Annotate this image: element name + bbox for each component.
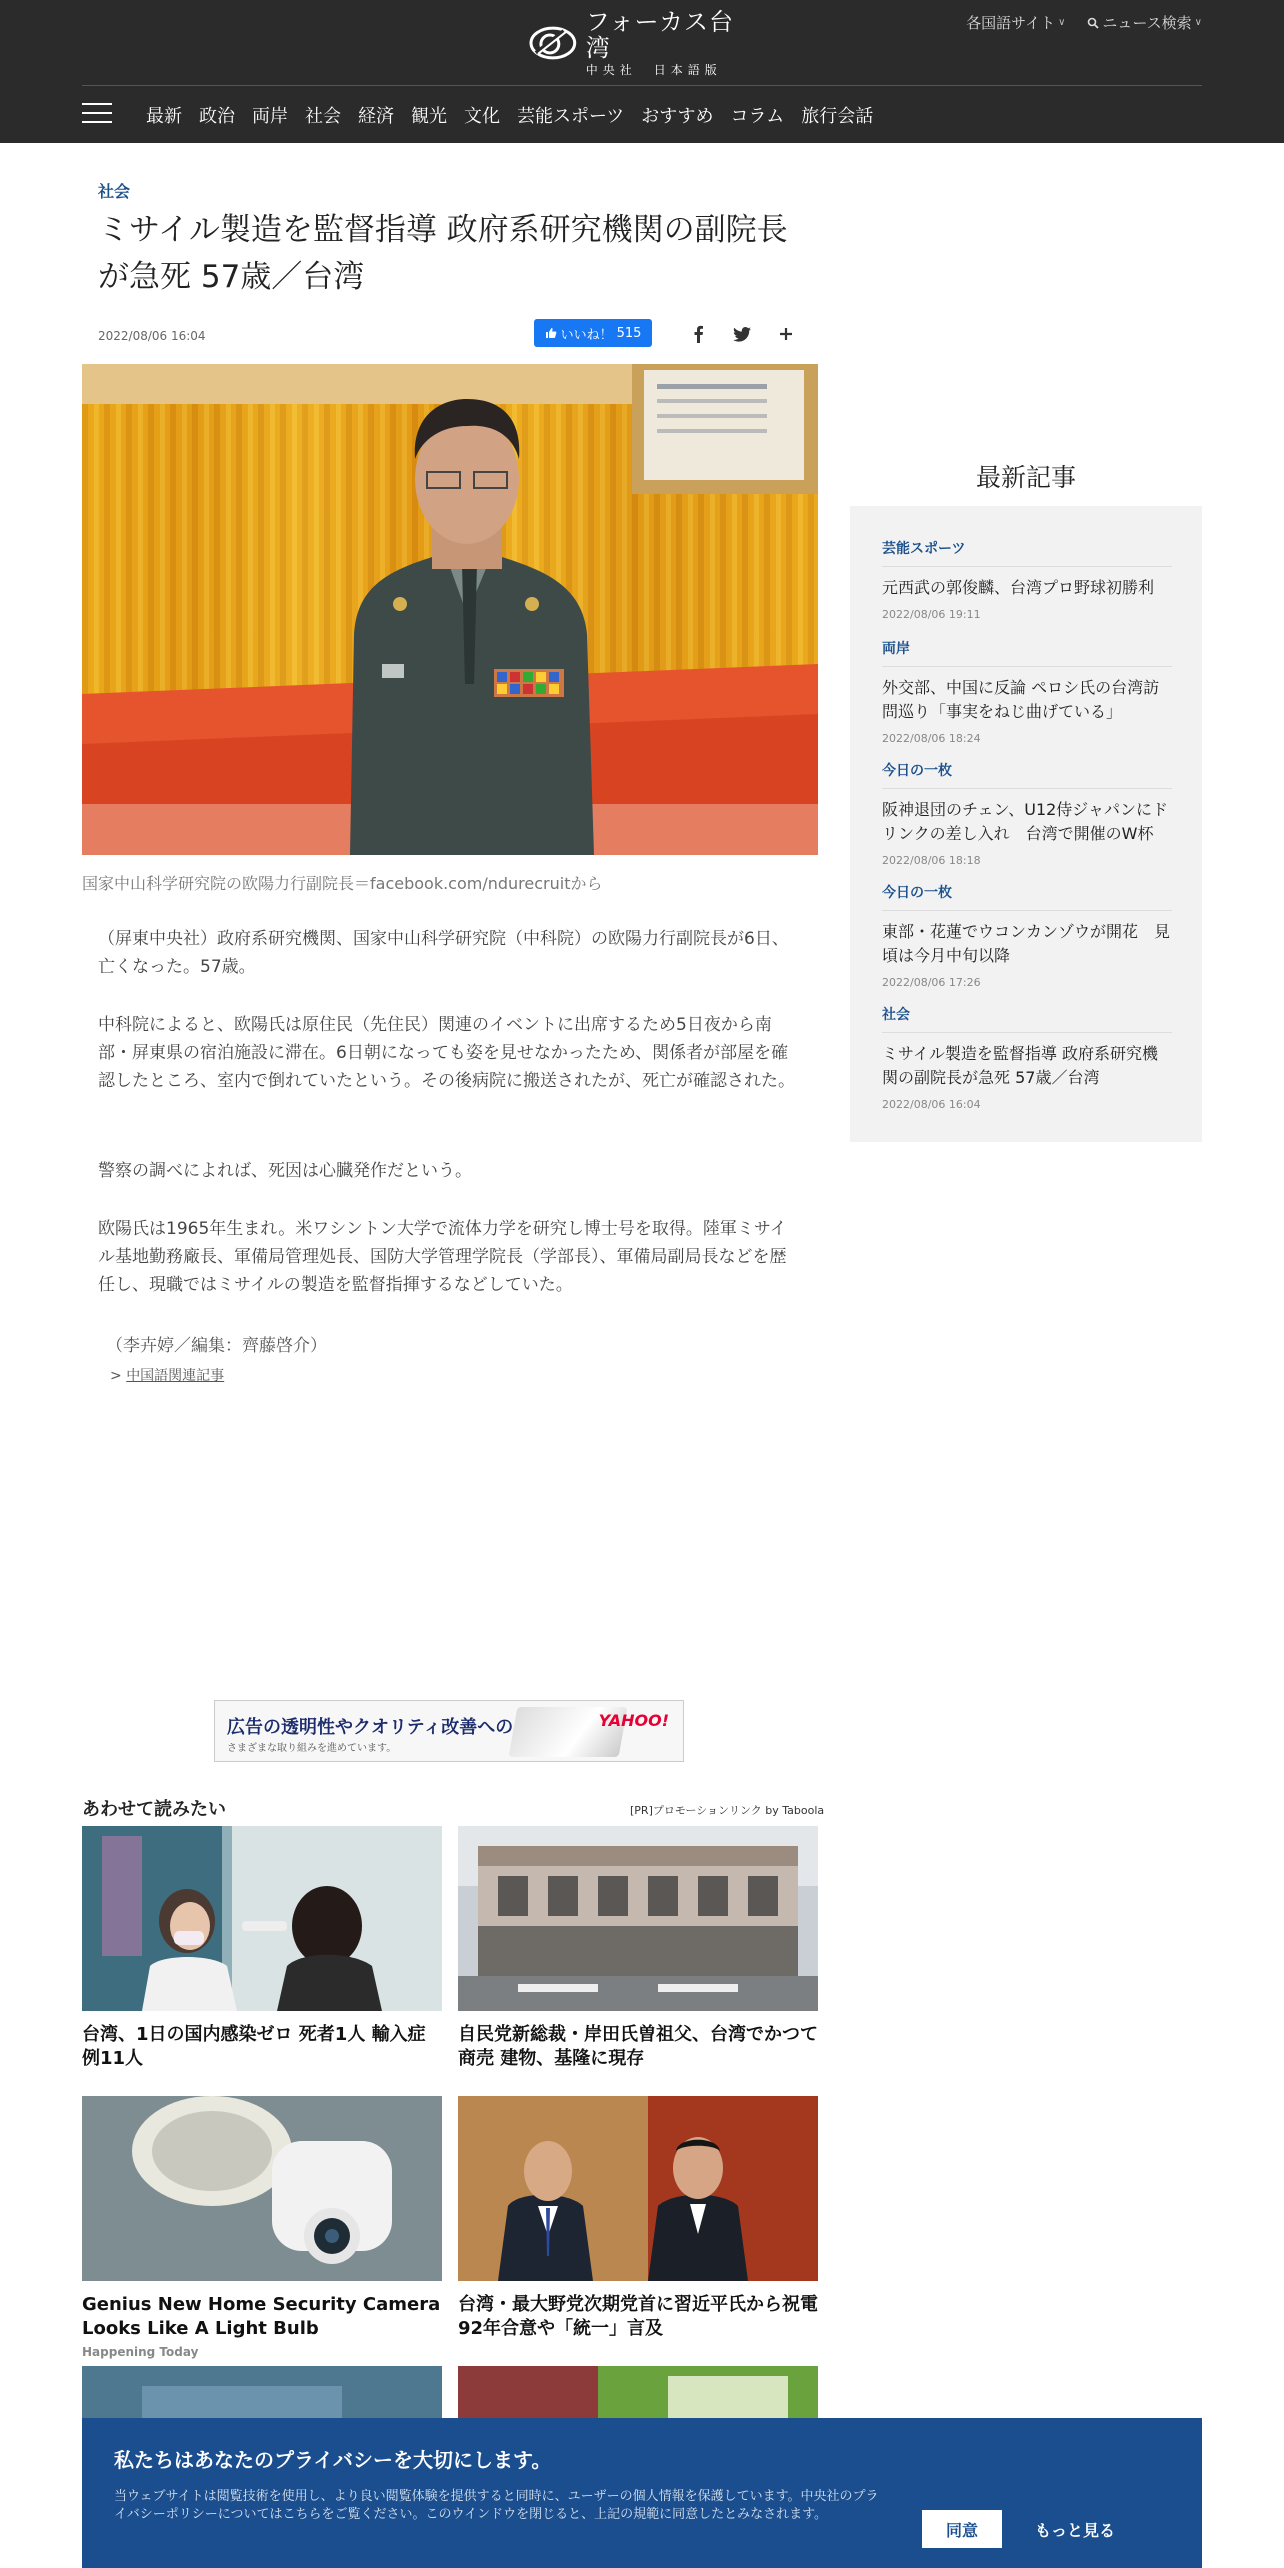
nav-travel-phrases[interactable]: 旅行会話 bbox=[801, 106, 874, 127]
chevron-down-icon: ∨ bbox=[1058, 17, 1066, 28]
privacy-banner bbox=[82, 2418, 1202, 2568]
menu-icon[interactable] bbox=[82, 103, 112, 125]
sidebar-item-headline[interactable]: 東部・花蓮でウコンカンゾウが開花 見頃は今月中旬以降 bbox=[882, 922, 1171, 965]
article-title: ミサイル製造を監督指導 政府系研究機関の副院長が急死 57歳／台湾 bbox=[98, 212, 788, 295]
article-paragraph: （屏東中央社）政府系研究機関、国家中山科学研究院（中科院）の欧陽力行副院長が6日、亡くなった。57歳。 bbox=[98, 929, 789, 977]
recommend-card-title: 自民党新総裁・岸田氏曽祖父、台湾でかつて商売 建物、基隆に現存 bbox=[458, 2024, 818, 2069]
nav-column[interactable]: コラム bbox=[730, 106, 785, 127]
plus-share-icon[interactable] bbox=[772, 320, 800, 348]
recommend-card[interactable] bbox=[458, 2096, 818, 2341]
taboola-promo-label[interactable]: [PR]プロモーションリンク by Taboola bbox=[630, 1804, 825, 1817]
language-sites-link[interactable]: 各国語サイト ∨ bbox=[966, 14, 1066, 32]
sidebar-item-date: 2022/08/06 18:24 bbox=[882, 732, 981, 745]
ad-headline: 広告の透明性やクオリティ改善への bbox=[227, 1717, 514, 1738]
sidebar-item-date: 2022/08/06 17:26 bbox=[882, 976, 981, 989]
sidebar-item-headline[interactable]: 阪神退団のチェン、U12侍ジャパンにドリンクの差し入れ 台湾で開催のW杯 bbox=[882, 800, 1168, 843]
nav-latest[interactable]: 最新 bbox=[146, 106, 182, 127]
logo-title: フォーカス台湾 bbox=[585, 8, 735, 62]
article-hero-image bbox=[82, 364, 818, 855]
recommend-card[interactable] bbox=[458, 1826, 818, 2071]
nav-society[interactable]: 社会 bbox=[305, 106, 341, 127]
main-nav bbox=[146, 102, 890, 128]
recommend-card[interactable] bbox=[82, 2096, 442, 2359]
sidebar-item-category[interactable]: 芸能スポーツ bbox=[882, 538, 1172, 567]
sidebar-item-category[interactable]: 社会 bbox=[882, 1004, 1172, 1033]
image-caption: 国家中山科学研究院の欧陽力行副院長＝facebook.com/ndurecruitから bbox=[82, 874, 603, 893]
header-divider bbox=[82, 85, 1202, 86]
sidebar-item-headline[interactable]: 外交部、中国に反論 ペロシ氏の台湾訪問巡り「事実をねじ曲げている」 bbox=[882, 678, 1160, 721]
privacy-body: 当ウェブサイトは閲覧技術を使用し、より良い閲覧体験を提供すると同時に、ユーザーの個人情報を保護しています。中央社のプライバシーポリシーについてはこちらをご覧ください。このウインドウを閉じると、上記の規範に同意したとみなされます。 bbox=[114, 2489, 879, 2522]
article-category[interactable]: 社会 bbox=[98, 182, 131, 201]
sidebar-item-date: 2022/08/06 16:04 bbox=[882, 1098, 981, 1111]
recommend-card-title: 台湾・最大野党次期党首に習近平氏から祝電 92年合意や「統一」言及 bbox=[458, 2294, 818, 2339]
chevron-down-icon: ∨ bbox=[1194, 17, 1202, 28]
ad-brand-logo: YAHOO! bbox=[598, 1711, 669, 1730]
article-paragraph: 中科院によると、欧陽氏は原住民（先住民）関連のイベントに出席するため5日夜から南部・屏東県の宿泊施設に滞在。6日朝になっても姿を見せなかったため、関係者が部屋を確認したところ、室内で倒れていたという。その後病院に搬送されたが、死亡が確認された。 bbox=[98, 1015, 795, 1091]
nav-economy[interactable]: 経済 bbox=[358, 106, 394, 127]
sidebar-item bbox=[882, 538, 1172, 621]
site-header bbox=[0, 0, 1284, 143]
sidebar-item bbox=[882, 760, 1172, 867]
article-paragraph: 欧陽氏は1965年生まれ。米ワシントン大学で流体力学を研究し博士号を取得。陸軍ミサイル基地勤務廠長、軍備局管理処長、国防大学管理学院長（学部長）、軍備局副局長などを歴任し、現職ではミサイルの製造を監督指揮するなどしていた。 bbox=[98, 1219, 787, 1295]
recommend-card[interactable] bbox=[82, 1826, 442, 2071]
search-icon bbox=[1087, 17, 1099, 29]
recommend-card-image bbox=[458, 1826, 818, 2011]
nav-recommended[interactable]: おすすめ bbox=[641, 106, 714, 127]
logo-mark-icon bbox=[528, 23, 578, 63]
site-logo[interactable] bbox=[528, 8, 758, 77]
latest-articles-sidebar bbox=[850, 506, 1202, 1142]
nav-entertainment-sports[interactable]: 芸能スポーツ bbox=[517, 106, 625, 127]
recommend-title: あわせて読みたい bbox=[82, 1799, 226, 1820]
more-button[interactable]: もっと見る bbox=[1020, 2510, 1130, 2548]
sidebar-item-date: 2022/08/06 18:18 bbox=[882, 854, 981, 867]
article-paragraph: 警察の調べによれば、死因は心臓発作だという。 bbox=[98, 1161, 472, 1181]
sidebar-item-date: 2022/08/06 19:11 bbox=[882, 608, 981, 621]
sidebar-title: 最新記事 bbox=[975, 463, 1076, 492]
sidebar-item bbox=[882, 1004, 1172, 1111]
recommend-card-source: Happening Today bbox=[82, 2345, 199, 2359]
recommend-card-title: 台湾、1日の国内感染ゼロ 死者1人 輸入症例11人 bbox=[82, 2024, 426, 2069]
sidebar-item bbox=[882, 638, 1172, 745]
article-date: 2022/08/06 16:04 bbox=[98, 329, 206, 343]
ad-subtext: さまざまな取り組みを進めています。 bbox=[227, 1743, 397, 1754]
sidebar-item-category[interactable]: 両岸 bbox=[882, 638, 1172, 667]
twitter-share-icon[interactable] bbox=[728, 320, 756, 348]
nav-tourism[interactable]: 観光 bbox=[411, 106, 447, 127]
nav-culture[interactable]: 文化 bbox=[464, 106, 500, 127]
sidebar-item-category[interactable]: 今日の一枚 bbox=[882, 882, 1172, 911]
facebook-share-icon[interactable] bbox=[684, 320, 712, 348]
nav-politics[interactable]: 政治 bbox=[199, 106, 235, 127]
related-article-link[interactable]: 中国語関連記事 bbox=[126, 1368, 225, 1384]
facebook-like-button[interactable]: いいね！ 515 bbox=[534, 319, 652, 347]
recommend-card-image bbox=[82, 1826, 442, 2011]
sidebar-item-category[interactable]: 今日の一枚 bbox=[882, 760, 1172, 789]
sidebar-item-headline[interactable]: 元西武の郭俊麟、台湾プロ野球初勝利 bbox=[882, 578, 1155, 597]
ad-banner[interactable] bbox=[214, 1700, 684, 1762]
logo-subtitle: 中央社 日本語版 bbox=[585, 63, 722, 77]
privacy-title: 私たちはあなたのプライバシーを大切にします。 bbox=[114, 2448, 552, 2472]
news-search-link[interactable]: ニュース検索 ∨ bbox=[1087, 12, 1202, 33]
sidebar-item-headline[interactable]: ミサイル製造を監督指導 政府系研究機関の副院長が急死 57歳／台湾 bbox=[882, 1044, 1158, 1087]
agree-button[interactable]: 同意 bbox=[922, 2510, 1002, 2548]
thumbs-up-icon bbox=[545, 327, 557, 339]
recommend-card-image bbox=[82, 2096, 442, 2281]
recommend-card-image bbox=[458, 2096, 818, 2281]
sidebar-item bbox=[882, 882, 1172, 989]
nav-cross-strait[interactable]: 両岸 bbox=[252, 106, 288, 127]
article-credit: （李卉婷／編集：齊藤啓介） bbox=[106, 1336, 327, 1356]
recommend-card-title: Genius New Home Security Camera Looks Like A Light Bulb bbox=[82, 2294, 441, 2339]
like-count: 515 bbox=[616, 325, 642, 341]
